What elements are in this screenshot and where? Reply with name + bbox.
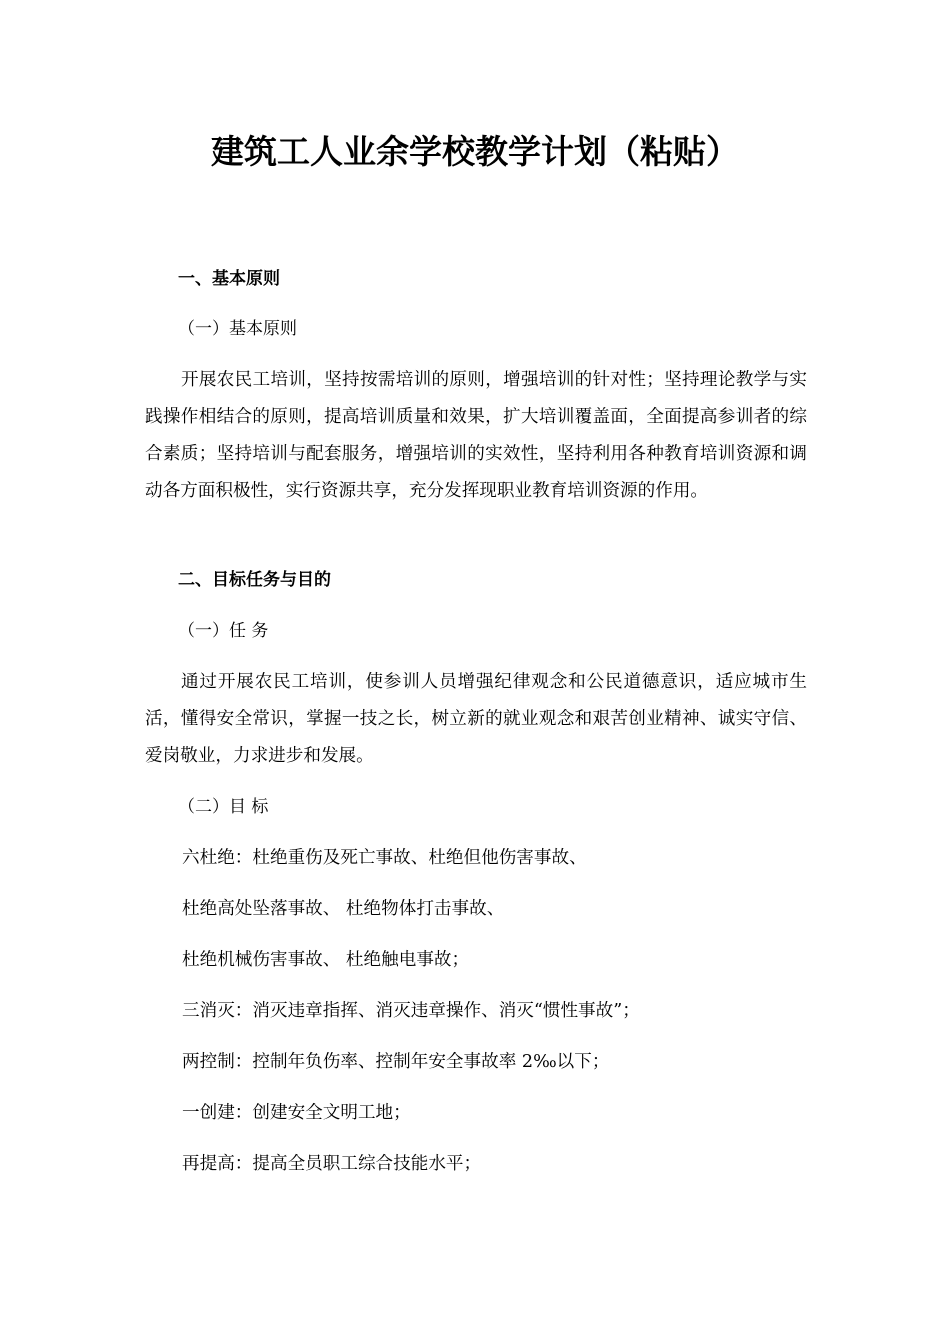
subheading-basic-principles: （一）基本原则 [178,319,297,339]
section-heading-goals-tasks: 二、目标任务与目的 [178,570,331,590]
goal-line: 杜绝高处坠落事故、 杜绝物体打击事故、 [182,899,505,919]
subheading-targets: （二）目 标 [178,797,269,817]
subheading-tasks: （一）任 务 [178,621,269,641]
paragraph-basic-principles: 开展农民工培训，坚持按需培训的原则，增强培训的针对性；坚持理论教学与实践操作相结合的原则，提高培训质量和效果，扩大培训覆盖面，全面提高参训者的综合素质；坚持培训与配套服务，增强培训的实效性，坚持利用各种教育培训资源和调动各方面积极性，实行资源共享，充分发挥现职业教育培训资源的作用。 [145,370,807,501]
goal-line: 再提高：提高全员职工综合技能水平； [182,1154,482,1174]
goal-line: 一创建：创建安全文明工地； [182,1103,411,1123]
document-title: 建筑工人业余学校教学计划（粘贴） [211,132,739,171]
goal-line: 两控制：控制年负伤率、控制年安全事故率 2‰以下； [182,1052,610,1072]
section-heading-basic-principles: 一、基本原则 [178,269,280,289]
paragraph-tasks: 通过开展农民工培训，使参训人员增强纪律观念和公民道德意识，适应城市生活，懂得安全常识，掌握一技之长，树立新的就业观念和艰苦创业精神、诚实守信、爱岗敬业，力求进步和发展。 [145,672,807,766]
goal-line: 三消灭：消灭违章指挥、消灭违章操作、消灭“惯性事故”； [182,1001,640,1021]
goal-line: 杜绝机械伤害事故、 杜绝触电事故； [182,950,470,970]
goal-line: 六杜绝：杜绝重伤及死亡事故、杜绝但他伤害事故、 [182,848,587,868]
